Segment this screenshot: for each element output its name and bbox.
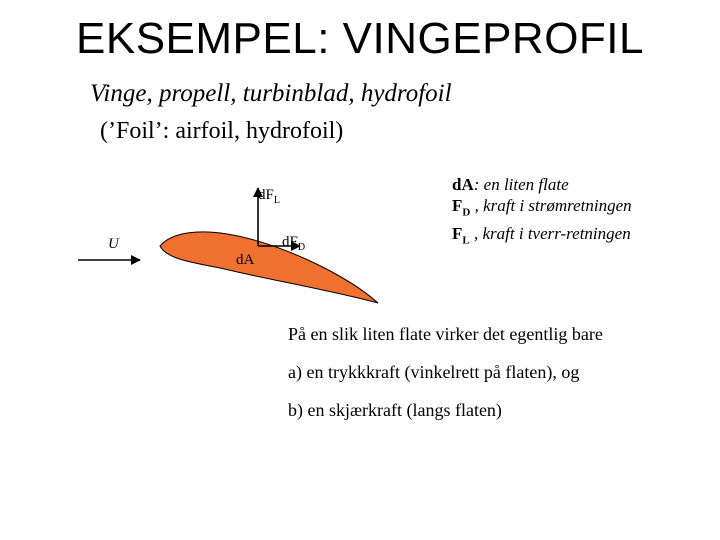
airfoil-shape bbox=[160, 232, 378, 303]
legend bbox=[452, 174, 632, 252]
subnote: (’Foil’: airfoil, hydrofoil) bbox=[100, 118, 344, 144]
explanation-text bbox=[288, 324, 603, 438]
drag-label: $dF_D$ bbox=[282, 234, 306, 253]
legend-line-area: dA: en liten flate bbox=[452, 175, 569, 194]
legend-line-lift: $F_L$ , kraft i tverr-retningen bbox=[452, 224, 631, 247]
area-label: dA bbox=[236, 252, 255, 268]
legend-line-drag: $F_D$ , kraft i strømretningen bbox=[452, 196, 632, 219]
subtitle: Vinge, propell, turbinblad, hydrofoil bbox=[90, 80, 452, 107]
explanation-item-a: a) en trykkkraft (vinkelrett på flaten), og bbox=[288, 362, 580, 382]
explanation-intro: På en slik liten flate virker det egentlig bare bbox=[288, 324, 603, 344]
velocity-label: U bbox=[108, 236, 119, 252]
explanation-item-b: b) en skjærkraft (langs flaten) bbox=[288, 400, 502, 420]
page-title: EKSEMPEL: VINGEPROFIL bbox=[76, 14, 644, 63]
lift-label: $dF_L$ bbox=[258, 187, 280, 206]
